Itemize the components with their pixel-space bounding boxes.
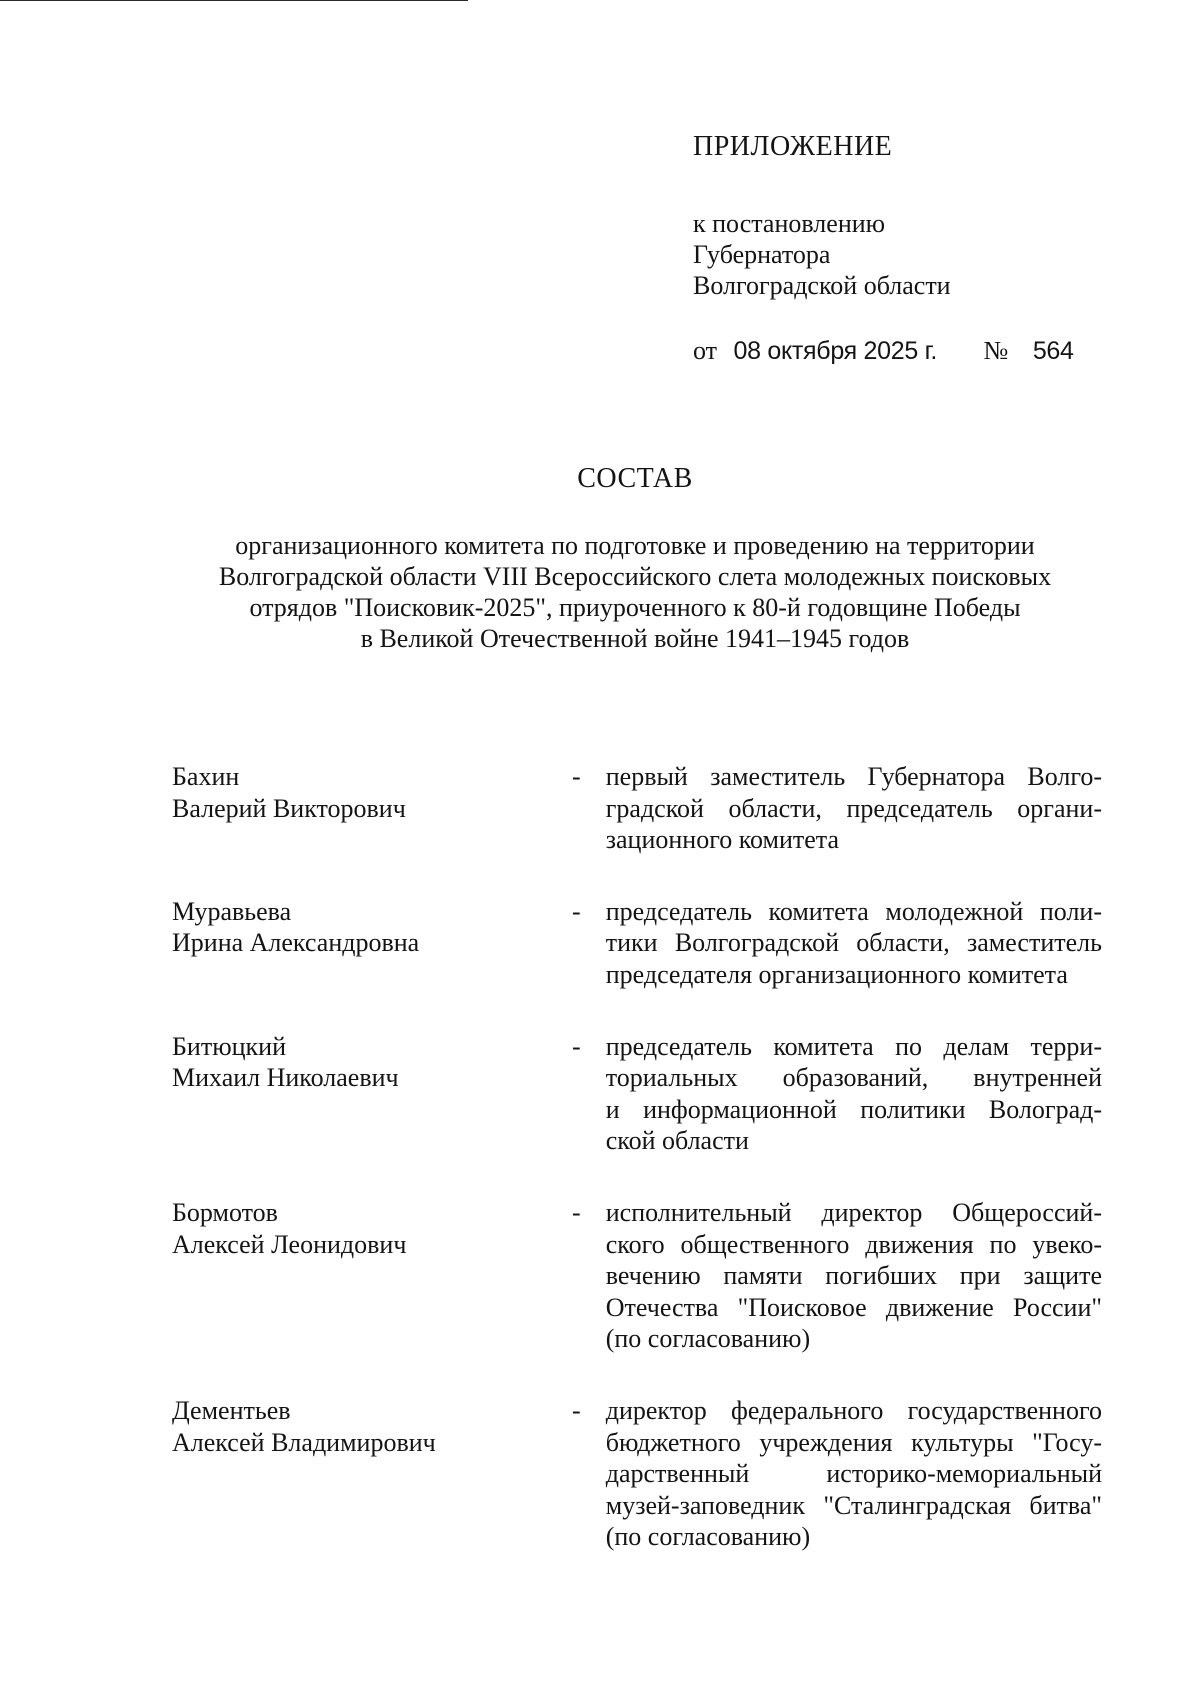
member-role [606, 1031, 1102, 1157]
member-dash: - [571, 896, 581, 926]
member-entry [172, 1197, 1102, 1355]
role-line: дарственный историко-мемориальный [605, 1459, 1102, 1489]
role-line: ской области [605, 1126, 749, 1156]
member-name [172, 761, 535, 824]
role-line: тики Волгоградской области, заместитель [605, 928, 1102, 958]
attachment-block [693, 130, 1113, 367]
role-line: председатель комитета молодежной поли- [605, 896, 1102, 926]
role-line: директор федерального государственного [605, 1395, 1102, 1425]
role-line: первый заместитель Губернатора Волго- [605, 762, 1102, 791]
role-line: ского общественного движения по увеко- [605, 1229, 1102, 1259]
role-line: бюджетного учреждения культуры "Госу- [605, 1427, 1102, 1457]
member-name [172, 896, 535, 959]
member-role [606, 1197, 1102, 1355]
number-sign: № [983, 336, 1009, 365]
member-role [606, 1395, 1102, 1553]
member-surname: Бахин [172, 762, 240, 791]
member-surname: Бормотов [172, 1197, 278, 1227]
role-line: (по согласованию) [605, 1324, 811, 1354]
decree-reference [693, 208, 1113, 301]
member-entry [172, 761, 1102, 856]
attachment-title: ПРИЛОЖЕНИЕ [693, 131, 893, 162]
role-line: музей-заповедник "Сталинградская битва" [605, 1490, 1102, 1520]
member-role [606, 761, 1102, 856]
member-dash: - [571, 1395, 581, 1425]
decree-reference-line: Волгоградской области [693, 271, 951, 300]
member-entry [172, 1031, 1102, 1157]
decree-number: 564 [1032, 337, 1074, 365]
role-line: (по согласованию) [605, 1522, 811, 1552]
subtitle-line: отрядов "Поисковик-2025", приуроченного к 80-й годовщине Победы [249, 593, 1021, 622]
role-line: зационного комитета [605, 825, 840, 855]
member-name [172, 1197, 535, 1260]
role-line: председатель комитета по делам терри- [605, 1031, 1102, 1061]
member-surname: Битюцкий [172, 1031, 287, 1061]
member-dash: - [571, 762, 581, 791]
member-given-names: Алексей Владимирович [172, 1427, 436, 1457]
member-given-names: Ирина Александровна [172, 928, 420, 958]
subtitle-line: организационного комитета по подготовке и проведению на территории [235, 531, 1035, 560]
decree-reference-line: Губернатора [693, 240, 831, 269]
decree-date-line [693, 335, 1113, 367]
decree-reference-line: к постановлению [693, 209, 886, 238]
date-from-label: от [693, 336, 718, 365]
member-name [172, 1031, 535, 1094]
role-line: вечению памяти погибших при защите [605, 1261, 1102, 1291]
member-entry [172, 896, 1102, 991]
member-surname: Муравьева [172, 896, 292, 926]
subtitle-line: Волгоградской области VIII Всероссийского слета молодежных поисковых [218, 562, 1052, 591]
role-line: градской области, председатель органи- [605, 793, 1102, 823]
member-given-names: Алексей Леонидович [172, 1229, 407, 1259]
member-entry [172, 1395, 1102, 1553]
member-given-names: Михаил Николаевич [172, 1063, 399, 1093]
role-line: председателя организационного комитета [605, 959, 1068, 989]
members-list [172, 761, 1102, 1593]
member-dash: - [571, 1197, 581, 1227]
document-subtitle [165, 530, 1105, 654]
member-dash: - [571, 1031, 581, 1061]
document-title: СОСТАВ [577, 463, 693, 494]
member-surname: Дементьев [172, 1395, 291, 1425]
role-line: ториальных образований, внутренней [605, 1063, 1102, 1093]
scan-edge-line [0, 0, 468, 1]
role-line: Отечества "Поисковое движение России" [605, 1292, 1102, 1322]
member-role [606, 896, 1102, 991]
member-given-names: Валерий Викторович [172, 793, 406, 823]
decree-date: 08 октября 2025 г. [733, 337, 937, 365]
role-line: и информационной политики Волоград- [605, 1094, 1102, 1124]
subtitle-line: в Великой Отечественной войне 1941–1945 годов [360, 624, 910, 653]
role-line: исполнительный директор Общероссий- [605, 1197, 1102, 1227]
member-name [172, 1395, 535, 1458]
